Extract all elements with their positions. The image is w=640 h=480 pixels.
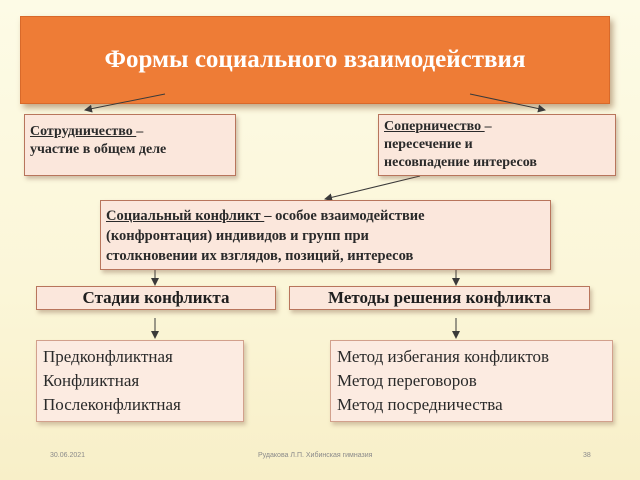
rivalry-definition-line1: пересечение и [384,137,473,152]
methods-title: Методы решения конфликта [328,288,551,307]
cooperation-definition: участие в общем деле [30,142,167,157]
conflict-box [100,200,551,270]
conflict-definition-line3: столкновении их взглядов, позиций, интересов [106,248,414,264]
rivalry-dash: – [484,119,492,134]
diagram-title: Формы социального взаимодействия [104,46,526,73]
cooperation-term: Сотрудничество [30,124,137,139]
list-item: Предконфликтная [43,347,173,366]
footer-page-number: 38 [583,452,591,459]
methods-list [330,340,613,422]
arrow-to-cooperation [85,94,165,110]
stages-title: Стадии конфликта [82,288,230,307]
rivalry-box [378,114,616,176]
methods-header [289,286,590,310]
rivalry-term: Соперничество [384,119,485,134]
stages-list [36,340,244,422]
list-item: Метод переговоров [337,371,477,390]
conflict-term: Социальный конфликт [106,208,265,224]
list-item: Конфликтная [43,371,140,390]
conflict-definition-line1: – особое взаимодействие [264,208,425,224]
arrow-to-rivalry [470,94,545,110]
arrow-to-conflict [325,176,420,199]
footer-author: Рудакова Л.П. Хибинская гимназия [258,452,373,459]
conflict-definition-line2: (конфронтация) индивидов и групп при [106,228,369,244]
cooperation-dash: – [136,124,144,139]
cooperation-box [24,114,236,176]
footer-date: 30.06.2021 [50,452,86,459]
list-item: Метод избегания конфликтов [337,347,550,366]
list-item: Послеконфликтная [43,395,181,414]
stages-header [36,286,276,310]
list-item: Метод посредничества [337,395,503,414]
rivalry-definition-line2: несовпадение интересов [384,155,537,170]
